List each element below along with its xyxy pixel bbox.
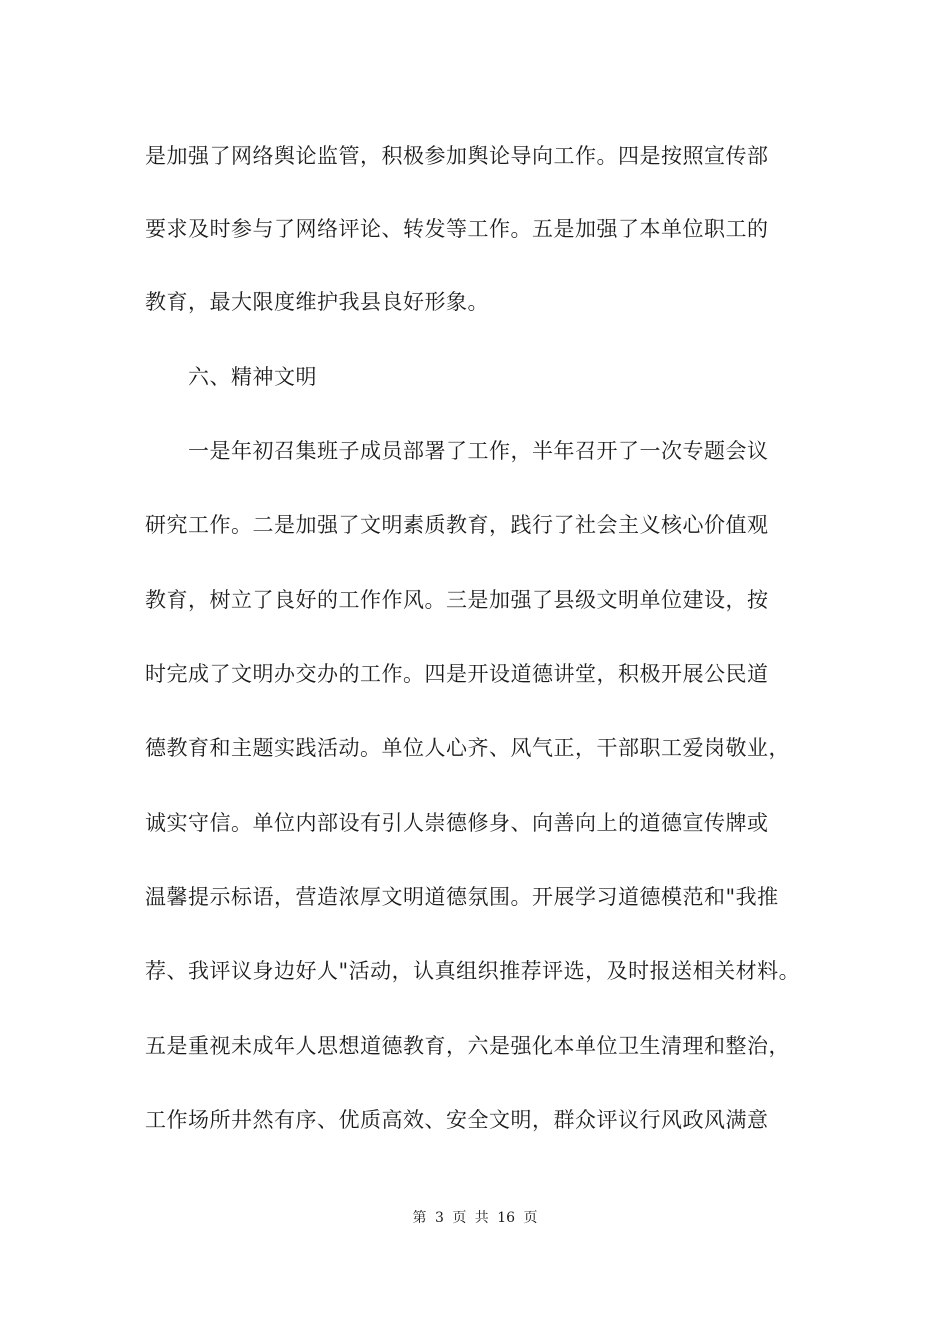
paragraph-line: 诚实守信。单位内部设有引人崇德修身、向善向上的道德宣传牌或 [145, 811, 769, 835]
footer-current-page: 3 [434, 1210, 444, 1226]
paragraph-line: 工作场所井然有序、优质高效、安全文明，群众评议行风政风满意 [145, 1108, 769, 1132]
paragraph-line: 教育，树立了良好的工作作风。三是加强了县级文明单位建设，按 [145, 588, 769, 612]
footer-total-pages: 16 [497, 1210, 516, 1226]
footer-total-word: 共 [474, 1210, 489, 1226]
section-heading: 六、精神文明 [188, 365, 317, 389]
paragraph-line: 教育，最大限度维护我县良好形象。 [145, 290, 489, 314]
paragraph-line: 时完成了文明办交办的工作。四是开设道德讲堂，积极开展公民道 [145, 662, 769, 686]
paragraph-line: 研究工作。二是加强了文明素质教育，践行了社会主义核心价值观 [145, 513, 769, 537]
paragraph-line: 温馨提示标语，营造浓厚文明道德氛围。开展学习道德模范和"我推 [145, 885, 779, 909]
paragraph-line: 荐、我评议身边好人"活动，认真组织推荐评选，及时报送相关材料。 [145, 959, 801, 983]
paragraph-line: 是加强了网络舆论监管，积极参加舆论导向工作。四是按照宣传部 [145, 144, 769, 168]
footer-page-word: 页 [452, 1210, 467, 1226]
paragraph-line: 五是重视未成年人思想道德教育，六是强化本单位卫生清理和整治， [145, 1034, 790, 1058]
paragraph-line: 一是年初召集班子成员部署了工作，半年召开了一次专题会议 [188, 439, 769, 463]
page-footer [0, 1208, 950, 1228]
footer-suffix: 页 [523, 1210, 538, 1226]
footer-prefix: 第 [412, 1210, 427, 1226]
paragraph-line: 德教育和主题实践活动。单位人心齐、风气正，干部职工爱岗敬业， [145, 736, 790, 760]
paragraph-line: 要求及时参与了网络评论、转发等工作。五是加强了本单位职工的 [145, 217, 769, 241]
